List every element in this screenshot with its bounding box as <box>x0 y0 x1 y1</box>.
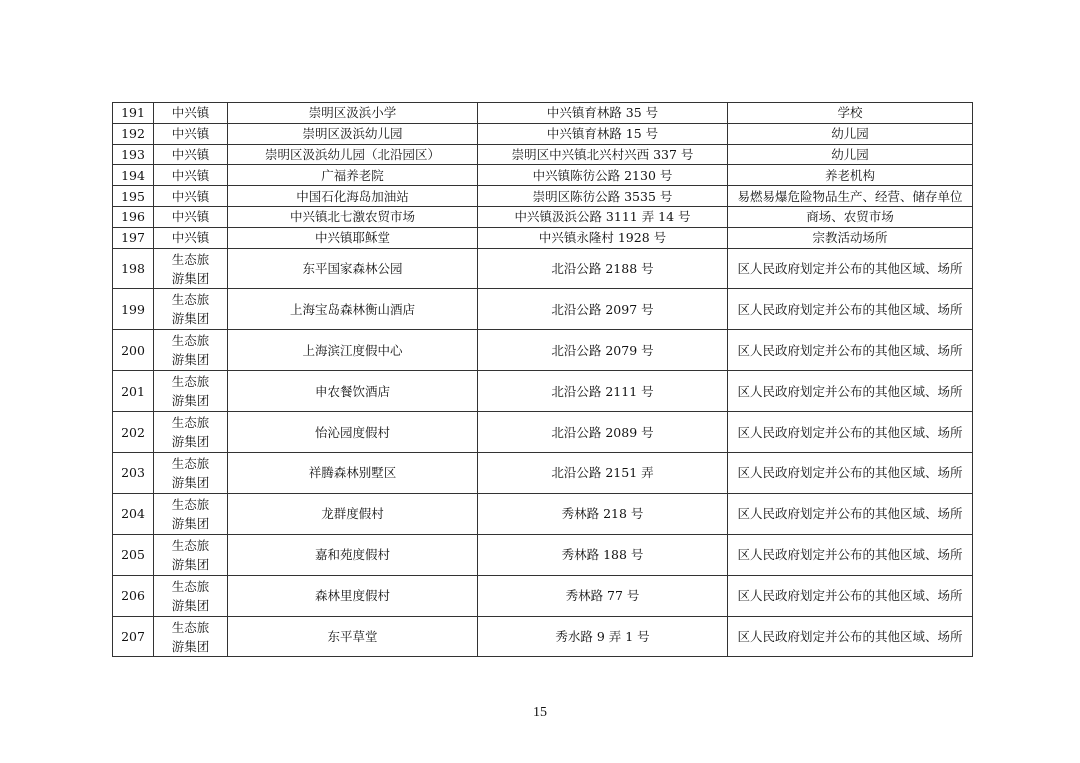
address-cell: 北沿公路 2188 号 <box>478 248 728 289</box>
row-number-cell: 207 <box>113 616 154 657</box>
table-row <box>113 534 973 575</box>
place-type-cell: 学校 <box>728 103 973 124</box>
row-number-cell: 194 <box>113 165 154 186</box>
place-name-cell: 广福养老院 <box>228 165 478 186</box>
town-cell: 生态旅游集团 <box>154 330 228 371</box>
place-type-cell: 区人民政府划定并公布的其他区域、场所 <box>728 330 973 371</box>
place-type-cell: 宗教活动场所 <box>728 227 973 248</box>
place-name-cell: 上海宝岛森林衡山酒店 <box>228 289 478 330</box>
address-cell: 崇明区陈彷公路 3535 号 <box>478 186 728 207</box>
place-type-cell: 养老机构 <box>728 165 973 186</box>
table-row <box>113 453 973 494</box>
place-type-cell: 易燃易爆危险物品生产、经营、储存单位 <box>728 186 973 207</box>
row-number-cell: 193 <box>113 144 154 165</box>
row-number-cell: 197 <box>113 227 154 248</box>
address-cell: 秀林路 218 号 <box>478 493 728 534</box>
table-row <box>113 123 973 144</box>
place-name-cell: 东平草堂 <box>228 616 478 657</box>
address-cell: 北沿公路 2151 弄 <box>478 453 728 494</box>
row-number-cell: 203 <box>113 453 154 494</box>
town-cell: 中兴镇 <box>154 123 228 144</box>
address-cell: 中兴镇陈彷公路 2130 号 <box>478 165 728 186</box>
table-row <box>113 103 973 124</box>
address-cell: 中兴镇永隆村 1928 号 <box>478 227 728 248</box>
row-number-cell: 204 <box>113 493 154 534</box>
row-number-cell: 205 <box>113 534 154 575</box>
place-name-cell: 东平国家森林公园 <box>228 248 478 289</box>
place-name-cell: 中国石化海岛加油站 <box>228 186 478 207</box>
place-type-cell: 区人民政府划定并公布的其他区域、场所 <box>728 371 973 412</box>
row-number-cell: 201 <box>113 371 154 412</box>
place-name-cell: 中兴镇耶稣堂 <box>228 227 478 248</box>
row-number-cell: 206 <box>113 575 154 616</box>
place-type-cell: 区人民政府划定并公布的其他区域、场所 <box>728 289 973 330</box>
address-cell: 北沿公路 2079 号 <box>478 330 728 371</box>
place-type-cell: 幼儿园 <box>728 123 973 144</box>
address-cell: 北沿公路 2097 号 <box>478 289 728 330</box>
place-type-cell: 区人民政府划定并公布的其他区域、场所 <box>728 493 973 534</box>
address-cell: 北沿公路 2089 号 <box>478 412 728 453</box>
town-cell: 生态旅游集团 <box>154 453 228 494</box>
address-cell: 崇明区中兴镇北兴村兴西 337 号 <box>478 144 728 165</box>
town-cell: 生态旅游集团 <box>154 289 228 330</box>
town-cell: 中兴镇 <box>154 186 228 207</box>
table-row <box>113 616 973 657</box>
table-row <box>113 371 973 412</box>
row-number-cell: 198 <box>113 248 154 289</box>
place-name-cell: 崇明区汲浜幼儿园（北沿园区） <box>228 144 478 165</box>
table-row <box>113 248 973 289</box>
town-cell: 中兴镇 <box>154 206 228 227</box>
place-type-cell: 区人民政府划定并公布的其他区域、场所 <box>728 616 973 657</box>
address-cell: 中兴镇育林路 35 号 <box>478 103 728 124</box>
place-type-cell: 幼儿园 <box>728 144 973 165</box>
table-row <box>113 493 973 534</box>
page-number: 15 <box>533 705 547 720</box>
table-row <box>113 412 973 453</box>
address-cell: 秀水路 9 弄 1 号 <box>478 616 728 657</box>
town-cell: 中兴镇 <box>154 144 228 165</box>
place-name-cell: 森林里度假村 <box>228 575 478 616</box>
address-cell: 北沿公路 2111 号 <box>478 371 728 412</box>
town-cell: 中兴镇 <box>154 103 228 124</box>
town-cell: 生态旅游集团 <box>154 616 228 657</box>
address-cell: 秀林路 77 号 <box>478 575 728 616</box>
place-type-cell: 商场、农贸市场 <box>728 206 973 227</box>
table-row <box>113 575 973 616</box>
place-type-cell: 区人民政府划定并公布的其他区域、场所 <box>728 575 973 616</box>
row-number-cell: 195 <box>113 186 154 207</box>
row-number-cell: 200 <box>113 330 154 371</box>
place-name-cell: 怡沁园度假村 <box>228 412 478 453</box>
place-name-cell: 祥腾森林别墅区 <box>228 453 478 494</box>
place-name-cell: 龙群度假村 <box>228 493 478 534</box>
table-row <box>113 165 973 186</box>
row-number-cell: 191 <box>113 103 154 124</box>
place-name-cell: 中兴镇北七激农贸市场 <box>228 206 478 227</box>
table-row <box>113 227 973 248</box>
place-name-cell: 崇明区汲浜幼儿园 <box>228 123 478 144</box>
table-row <box>113 186 973 207</box>
town-cell: 生态旅游集团 <box>154 575 228 616</box>
place-type-cell: 区人民政府划定并公布的其他区域、场所 <box>728 248 973 289</box>
table-body <box>113 103 973 657</box>
town-cell: 生态旅游集团 <box>154 412 228 453</box>
place-type-cell: 区人民政府划定并公布的其他区域、场所 <box>728 534 973 575</box>
town-cell: 中兴镇 <box>154 165 228 186</box>
town-cell: 生态旅游集团 <box>154 493 228 534</box>
place-type-cell: 区人民政府划定并公布的其他区域、场所 <box>728 453 973 494</box>
address-cell: 中兴镇育林路 15 号 <box>478 123 728 144</box>
town-cell: 生态旅游集团 <box>154 534 228 575</box>
address-cell: 秀林路 188 号 <box>478 534 728 575</box>
table-row <box>113 144 973 165</box>
table-row <box>113 330 973 371</box>
town-cell: 生态旅游集团 <box>154 248 228 289</box>
place-name-cell: 上海滨江度假中心 <box>228 330 478 371</box>
place-name-cell: 崇明区汲浜小学 <box>228 103 478 124</box>
table-row <box>113 289 973 330</box>
place-name-cell: 嘉和苑度假村 <box>228 534 478 575</box>
address-cell: 中兴镇汲浜公路 3111 弄 14 号 <box>478 206 728 227</box>
table-row <box>113 206 973 227</box>
places-table <box>112 102 973 657</box>
row-number-cell: 196 <box>113 206 154 227</box>
row-number-cell: 192 <box>113 123 154 144</box>
place-name-cell: 申农餐饮酒店 <box>228 371 478 412</box>
place-type-cell: 区人民政府划定并公布的其他区域、场所 <box>728 412 973 453</box>
town-cell: 中兴镇 <box>154 227 228 248</box>
town-cell: 生态旅游集团 <box>154 371 228 412</box>
row-number-cell: 199 <box>113 289 154 330</box>
row-number-cell: 202 <box>113 412 154 453</box>
